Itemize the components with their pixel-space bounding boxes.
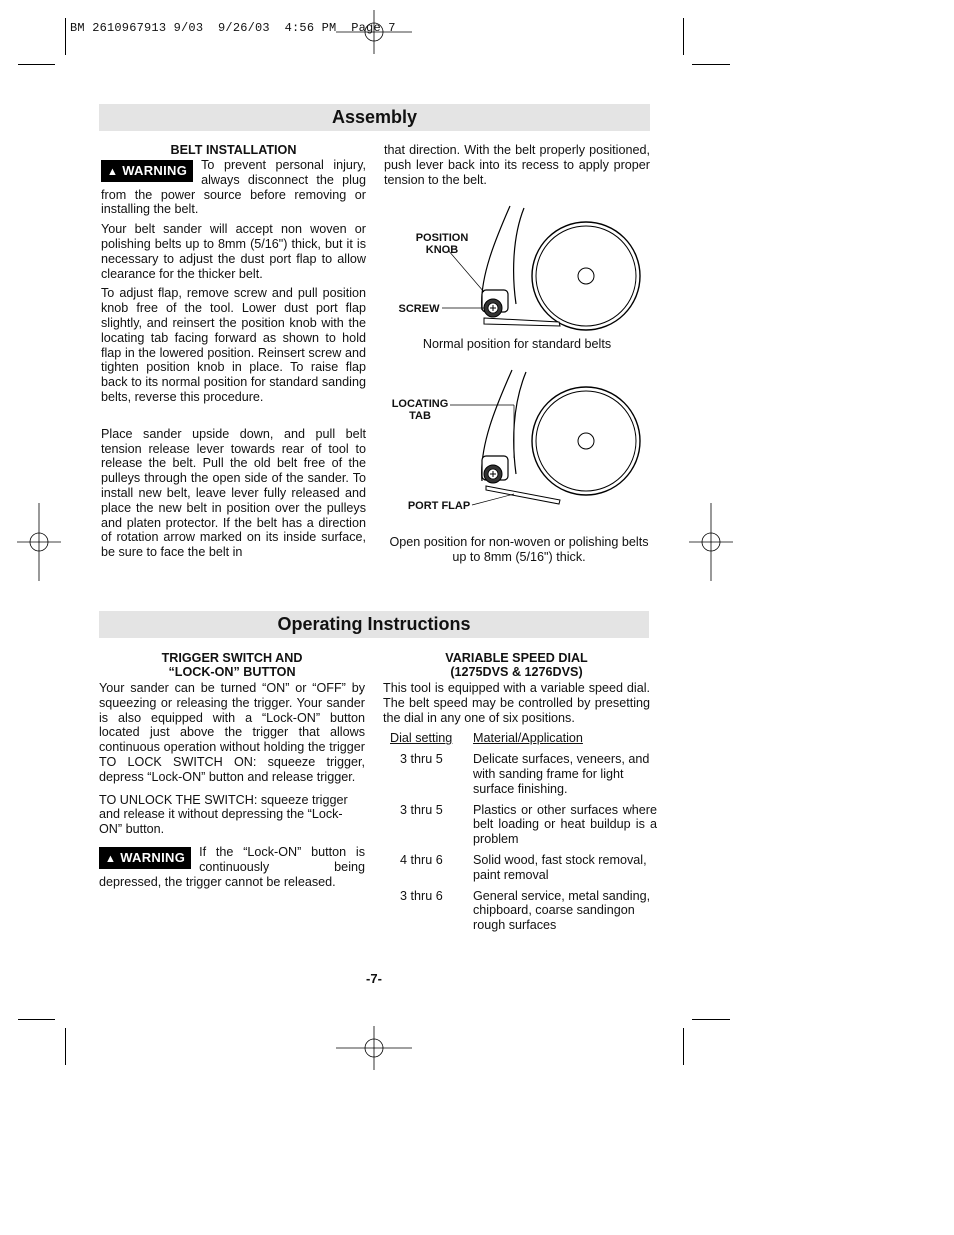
dial-setting-cell: 3 thru 6: [400, 888, 443, 903]
header-material: Material/Application: [473, 731, 583, 746]
dial-setting-cell: 3 thru 5: [400, 752, 443, 767]
label-screw: SCREW: [398, 303, 440, 315]
operating-right-column: [383, 651, 657, 933]
warning-badge: ▲ WARNING: [99, 847, 191, 869]
label-port-flap: PORT FLAP: [407, 500, 471, 512]
registration-mark-bottom: [336, 1026, 412, 1070]
crop-mark: [683, 1028, 684, 1065]
variable-speed-heading: VARIABLE SPEED DIAL (1275DVS & 1276DVS): [445, 651, 588, 679]
page-number: -7-: [366, 971, 382, 986]
table-row: [390, 889, 657, 933]
belt-paragraph-3-continued: that direction. With the belt properly positioned, push lever back into its recess to apply proper tension to the belt.: [384, 143, 650, 187]
lock-warning-text: If the “Lock-ON” button is continuously being depressed, the trigger cannot be released.: [99, 844, 365, 889]
label-position-knob: POSITION KNOB: [415, 232, 469, 256]
crop-mark: [692, 64, 730, 65]
header-dial-setting: Dial setting: [390, 731, 453, 746]
section-title-assembly: Assembly: [99, 104, 650, 131]
material-cell: Plastics or other surfaces where belt loading or heat buildup is a problem: [473, 802, 657, 847]
section-title-operating: Operating Instructions: [99, 611, 649, 638]
crop-mark: [18, 64, 55, 65]
warning-triangle-icon: ▲: [105, 852, 117, 865]
belt-paragraph-1: Your belt sander will accept non woven or polishing belts up to 8mm (5/16") thick, but it is necessary to adjust the dust port flap to allow clearance for the thicker belt.: [101, 222, 366, 281]
figure-open-position: [384, 366, 654, 511]
figure-1-caption: Normal position for standard belts: [422, 337, 612, 351]
belt-paragraph-3: Place sander upside down, and pull belt tension release lever towards rear of tool to release the belt. Pull the old belt free of the pulleys through the open side of the sander. To install new belt, leave lever fully released and place the new belt in position over the pulleys and platen protector. If the belt has a direction of rotation arrow marked on its inside surface, be sure to face the belt in: [101, 426, 366, 560]
dial-setting-cell: 3 thru 5: [400, 802, 443, 817]
warning-triangle-icon: ▲: [107, 166, 119, 178]
crop-mark: [692, 1019, 730, 1020]
trigger-paragraph-1: Your sander can be turned “ON” or “OFF” by squeezing or releasing the trigger. Your sander is also equipped with a “Lock-ON” button located just above the trigger that allows continuous operation without holding the trigger TO LOCK SWITCH ON: squeeze trigger, depress “Lock-ON” button and release trigger.: [99, 681, 365, 784]
crop-mark: [18, 1019, 55, 1020]
registration-mark-right: [689, 503, 733, 581]
warning-text: To prevent personal injury, always disconnect the plug from the power source before removing or installing the belt.: [101, 158, 366, 217]
trigger-switch-heading: TRIGGER SWITCH AND “LOCK-ON” BUTTON: [161, 651, 303, 679]
label-locating-tab: LOCATING TAB: [391, 398, 449, 422]
table-row: [390, 752, 657, 802]
variable-speed-paragraph: This tool is equipped with a variable speed dial. The belt speed may be controlled by presetting the dial in any one of six positions.: [383, 681, 650, 725]
print-slug: BM 2610967913 9/03 9/26/03 4:56 PM Page 7: [70, 21, 396, 35]
warning-paragraph: [101, 158, 366, 217]
dial-setting-cell: 4 thru 6: [400, 852, 443, 867]
belt-installation-heading: BELT INSTALLATION: [170, 143, 297, 157]
trigger-paragraph-2: TO UNLOCK THE SWITCH: squeeze trigger and release it without depressing the “Lock-ON” button.: [99, 792, 348, 837]
table-row: [390, 853, 657, 889]
registration-mark-left: [17, 503, 61, 581]
crop-mark: [683, 18, 684, 55]
crop-mark: [65, 1028, 66, 1065]
speed-table: [390, 731, 657, 933]
belt-warning: [101, 158, 366, 560]
assembly-left-column: [101, 143, 366, 565]
figure-2-caption: Open position for non-woven or polishing belts up to 8mm (5/16") thick.: [389, 535, 649, 564]
operating-left-column: [99, 651, 365, 894]
table-row: [390, 803, 657, 853]
trigger-body: [99, 681, 365, 889]
material-cell: General service, metal sanding, chipboard, coarse sandingon rough surfaces: [473, 888, 651, 933]
crop-mark: [65, 18, 66, 55]
material-cell: Solid wood, fast stock removal, paint removal: [473, 852, 647, 882]
material-cell: Delicate surfaces, veneers, and with sanding frame for light surface finishing.: [473, 752, 650, 796]
warning-badge: ▲ WARNING: [101, 160, 193, 182]
table-header-row: [390, 731, 657, 752]
lock-warning-paragraph: [99, 845, 365, 889]
belt-paragraph-2: To adjust flap, remove screw and pull position knob free of the tool. Lower dust port flap slightly, and reinsert the position knob with the locating tab facing forward as shown to hold flap in the lowered position. Reinsert screw and tighten position knob in place. To raise flap back to its normal position for standard sanding belts, reverse this procedure.: [101, 286, 366, 404]
